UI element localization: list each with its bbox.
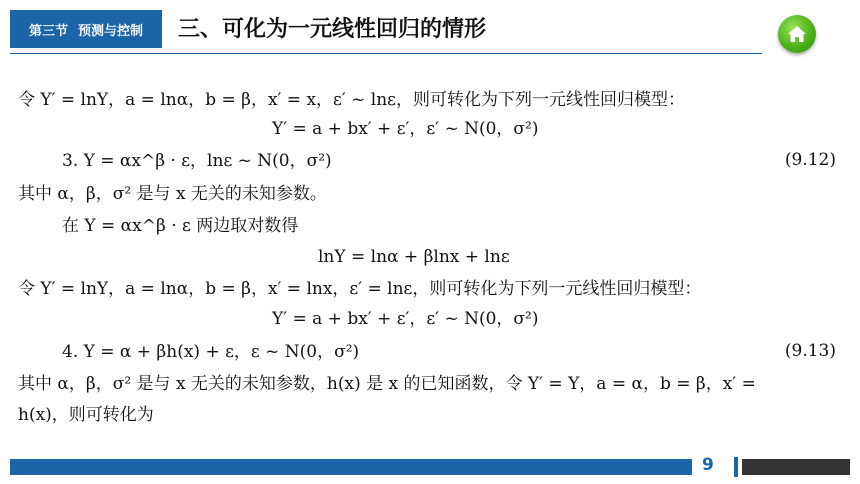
section-tag bbox=[10, 10, 162, 48]
home-icon bbox=[787, 25, 807, 43]
footer-divider bbox=[734, 457, 738, 477]
text-params-2: 其中 α，β，σ² 是与 x 无关的未知参数，h(x) 是 x 的已知函数，令 Y′ = Y，a = α，b = β，x′ = bbox=[18, 374, 756, 394]
section-label: 第三节 bbox=[28, 23, 68, 39]
footer-bar bbox=[10, 459, 692, 475]
equation-1: Y′ = a + bx′ + ε′，ε′ ~ N(0，σ²) bbox=[272, 119, 539, 139]
section-name: 预测与控制 bbox=[78, 23, 144, 39]
home-button[interactable] bbox=[778, 15, 816, 53]
footer-block bbox=[742, 459, 850, 475]
slide-title: 三、可化为一元线性回归的情形 bbox=[178, 17, 487, 42]
item-3: 3. Y = αx^β · ε，lnε ~ N(0，σ²) bbox=[62, 151, 332, 171]
text-log-intro: 在 Y = αx^β · ε 两边取对数得 bbox=[62, 216, 299, 236]
text-line-2: 令 Y′ = lnY，a = lnα，b = β，x′ = lnx，ε′ = lnε，则可转化为下列一元线性回归模型： bbox=[18, 279, 702, 299]
equation-number-9-12: (9.12) bbox=[784, 150, 836, 170]
text-params-1: 其中 α，β，σ² 是与 x 无关的未知参数。 bbox=[18, 184, 327, 204]
title-divider bbox=[10, 53, 762, 54]
page-number: 9 bbox=[702, 455, 714, 475]
text-line-1: 令 Y′ = lnY，a = lnα，b = β，x′ = x，ε′ ~ lnε，则可转化为下列一元线性回归模型： bbox=[18, 90, 685, 110]
equation-number-9-13: (9.13) bbox=[784, 341, 836, 361]
text-last: h(x)，则可转化为 bbox=[18, 405, 154, 425]
equation-2: Y′ = a + bx′ + ε′，ε′ ~ N(0，σ²) bbox=[272, 309, 539, 329]
equation-log: lnY = lnα + βlnx + lnε bbox=[318, 247, 510, 267]
item-4: 4. Y = α + βh(x) + ε，ε ~ N(0，σ²) bbox=[62, 342, 360, 362]
